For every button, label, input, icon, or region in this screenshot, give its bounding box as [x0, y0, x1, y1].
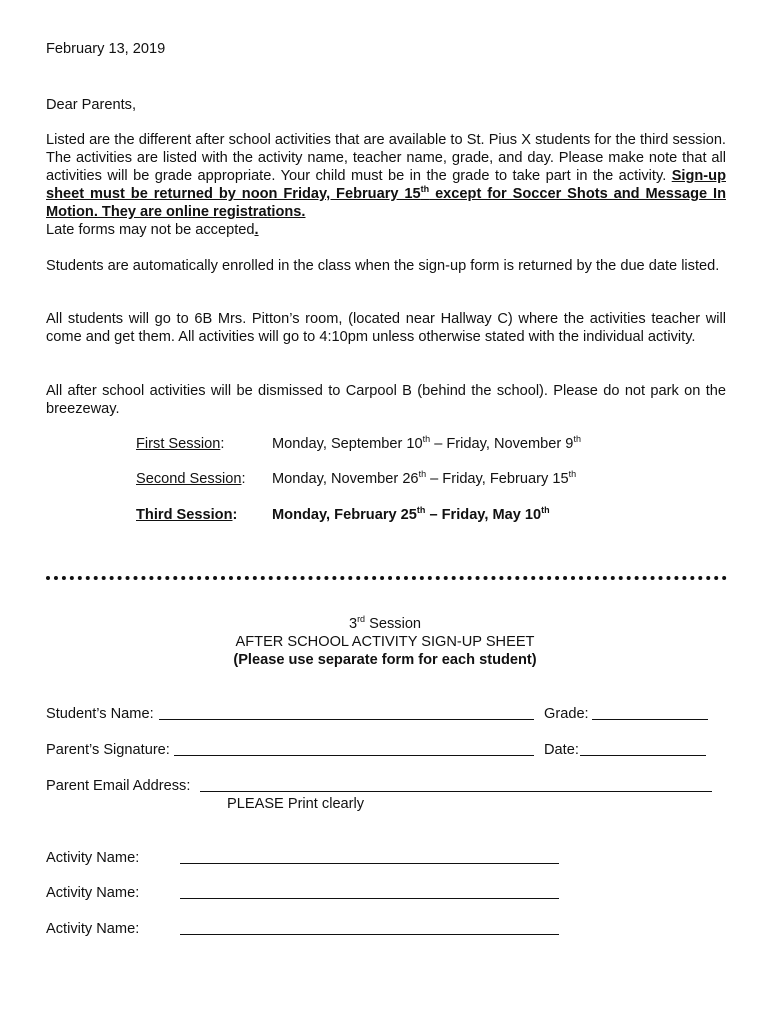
session-start: Monday, February 25 — [272, 507, 417, 523]
parent-signature-label: Parent’s Signature: — [46, 742, 170, 758]
parent-signature-field[interactable] — [174, 739, 534, 756]
letter-date: February 13, 2019 — [46, 41, 166, 57]
session-end: – Friday, November 9 — [430, 436, 574, 452]
session-colon: : — [232, 507, 238, 523]
student-name-field[interactable] — [159, 703, 534, 720]
dismissal-paragraph: All after school activities will be dismissed to Carpool B (behind the school). Please do not park on the breezeway. — [46, 383, 726, 417]
form-title: AFTER SCHOOL ACTIVITY SIGN-UP SHEET — [235, 634, 535, 650]
session-start: Monday, November 26 — [272, 471, 419, 487]
session-colon: : — [220, 436, 225, 452]
session-end: – Friday, February 15 — [426, 471, 569, 487]
session-start-sup: th — [416, 505, 426, 516]
grade-field[interactable] — [592, 703, 708, 720]
session-start-sup: th — [418, 469, 427, 480]
deadline-text-b: except for Soccer Shots and Message In Motion. They are online registrations. — [46, 186, 727, 220]
session-end-sup: th — [541, 505, 550, 516]
activity-name-field-3[interactable] — [180, 918, 559, 935]
greeting: Dear Parents, — [46, 97, 137, 113]
grade-label: Grade: — [544, 706, 589, 722]
cut-line-divider — [46, 576, 727, 580]
date-field[interactable] — [580, 739, 706, 756]
intro-text: Listed are the different after school activities that are available to St. Pius X students for the third session. The activities are listed with the activity name, teacher name, grade, and day. Please make note that all activities will be grade appropriate. Your child must be in the grade to take part in the activity. — [46, 132, 726, 184]
deadline-text-a: Sign-up sheet must be returned by noon Friday, February 15 — [46, 168, 726, 202]
enrollment-paragraph: Students are automatically enrolled in the class when the sign-up form is returned by the due date listed. — [46, 258, 720, 274]
session-end-sup: th — [568, 469, 577, 480]
session-end: – Friday, May 10 — [425, 507, 542, 523]
late-forms-period: . — [254, 222, 259, 238]
deadline-sup: th — [420, 184, 430, 195]
session-end-sup: th — [573, 434, 581, 445]
parent-email-label: Parent Email Address: — [46, 778, 191, 794]
session-dates — [272, 506, 550, 524]
session-label: First Session — [136, 436, 221, 452]
session-start-sup: th — [422, 434, 431, 445]
print-clearly-note: PLEASE Print clearly — [227, 796, 365, 812]
session-number-sup: rd — [357, 614, 366, 625]
date-label: Date: — [544, 742, 579, 758]
form-session-heading — [0, 615, 770, 633]
session-word: Session — [365, 616, 422, 632]
session-label: Second Session — [136, 471, 242, 487]
parent-email-field[interactable] — [200, 775, 712, 792]
session-dates — [272, 470, 576, 488]
session-start: Monday, September 10 — [272, 436, 423, 452]
activity-name-field-1[interactable] — [180, 847, 559, 864]
form-subtitle: (Please use separate form for each student) — [233, 652, 537, 668]
activity-name-label-3: Activity Name: — [46, 921, 140, 937]
activity-name-label-2: Activity Name: — [46, 885, 140, 901]
session-colon: : — [241, 471, 246, 487]
student-name-label: Student’s Name: — [46, 706, 154, 722]
session-number: 3 — [348, 616, 358, 632]
activity-name-field-2[interactable] — [180, 882, 559, 899]
intro-paragraph — [46, 131, 726, 239]
activity-name-label-1: Activity Name: — [46, 850, 140, 866]
session-dates — [272, 435, 581, 453]
room-paragraph: All students will go to 6B Mrs. Pitton’s room, (located near Hallway C) where the activities teacher will come and get them. All activities will go to 4:10pm unless otherwise stated with the individual activity. — [46, 311, 726, 345]
late-forms-text: Late forms may not be accepted — [46, 222, 255, 238]
session-label: Third Session — [136, 507, 233, 523]
